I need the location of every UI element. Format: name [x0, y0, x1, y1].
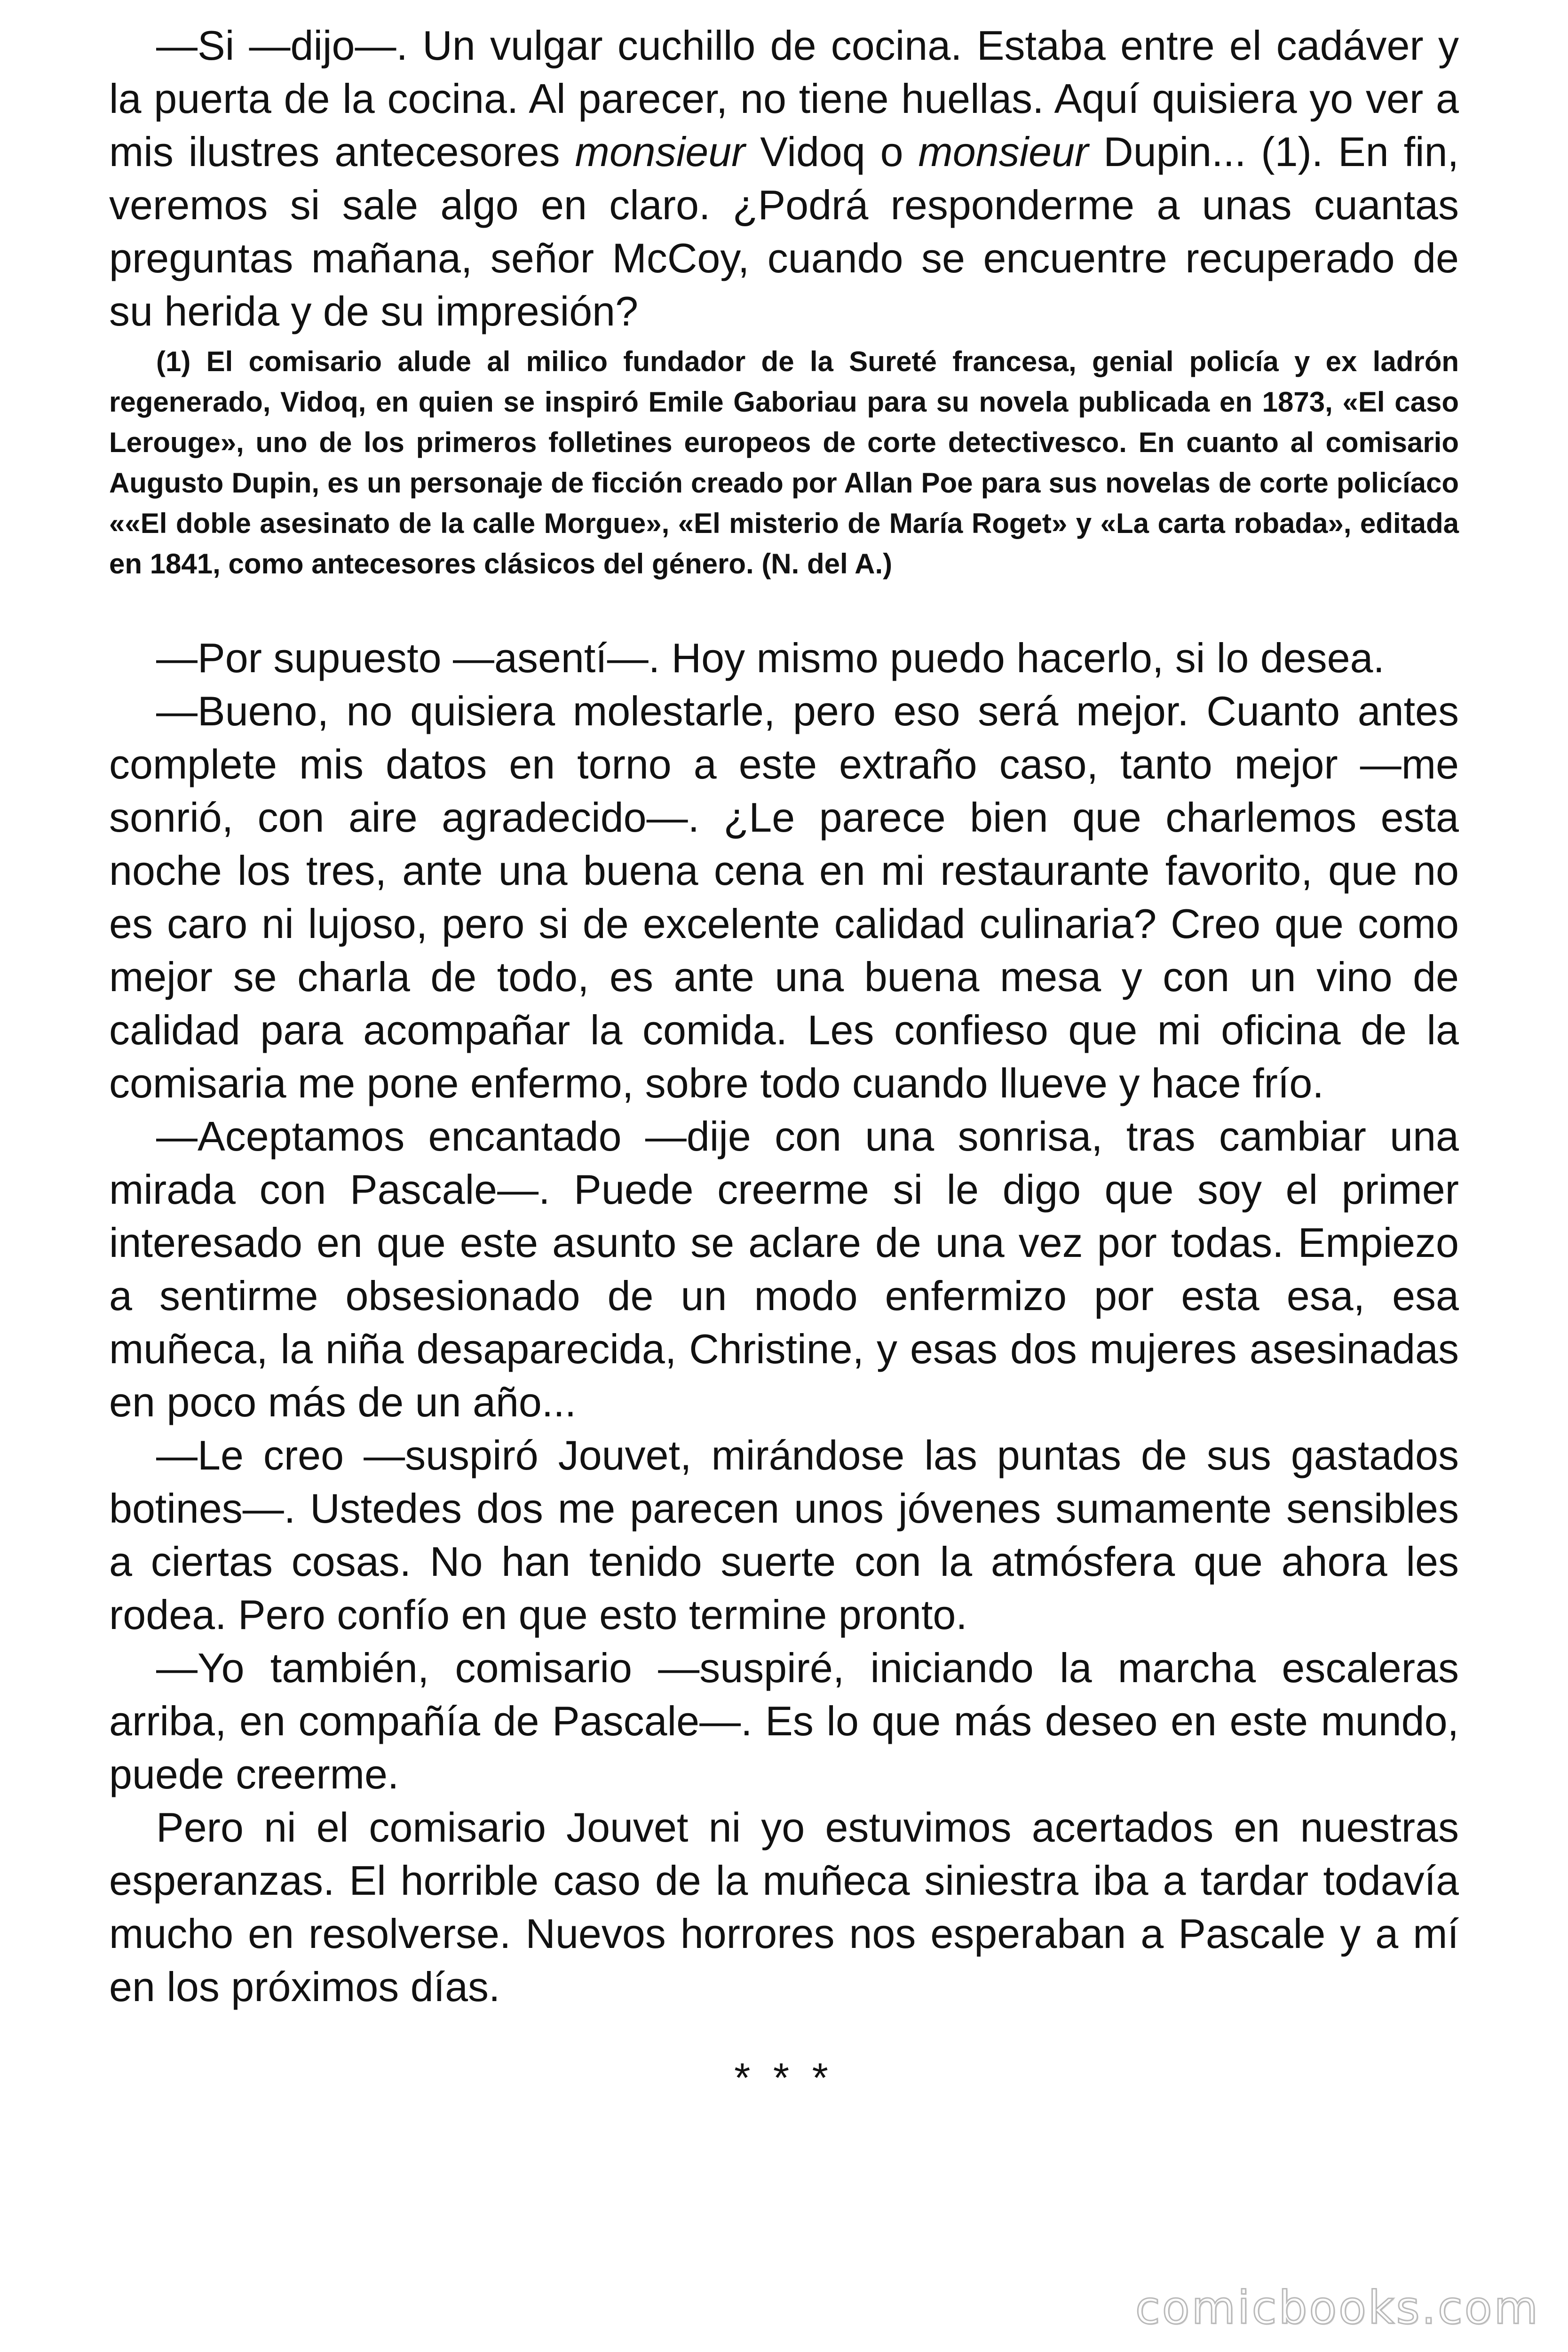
spacer: [109, 584, 1459, 631]
text-segment: Dupin... (1). En fin, veremos si sale algo en claro. ¿Podrá responderme a unas cuantas preguntas mañana, señor McCoy, cuando se encuentre recuperado de su herida y de su impresión?: [109, 128, 1459, 334]
paragraph-7: Pero ni el comisario Jouvet ni yo estuvimos acertados en nuestras esperanzas. El horrible caso de la muñeca siniestra iba a tardar todavía mucho en resolverse. Nuevos horrores nos esperaban a Pascale y a mí en los próximos días.: [109, 1804, 1459, 2010]
footnote: (1) El comisario alude al milico fundador de la Sureté francesa, genial policía y ex ladrón regenerado, Vidoq, en quien se inspiró Emile Gaboriau para su novela publicada en 1873, «El caso Lerouge», uno de los primeros folletines europeos de corte detectivesco. En cuanto al comisario Augusto Dupin, es un personaje de ficción creado por Allan Poe para sus novelas de corte policíaco ««El doble asesinato de la calle Morgue», «El misterio de María Roget» y «La carta robada», editada en 1841, como antecesores clásicos del género. (N. del A.): [109, 346, 1459, 580]
paragraph-4: —Aceptamos encantado —dije con una sonrisa, tras cambiar una mirada con Pascale—. Puede creerme si le digo que soy el primer interesado en que este asunto se aclare de una vez por todas. Empiezo a sentirme obsesionado de un modo enfermizo por esta esa, esa muñeca, la niña desaparecida, Christine, y esas dos mujeres asesinadas en poco más de un año...: [109, 1113, 1459, 1425]
italic-text: monsieur: [575, 128, 745, 175]
page-content: [109, 19, 1459, 2104]
paragraph-5: —Le creo —suspiró Jouvet, mirándose las puntas de sus gastados botines—. Ustedes dos me parecen unos jóvenes sumamente sensibles a ciertas cosas. No han tenido suerte con la atmósfera que ahora les rodea. Pero confío en que esto termine pronto.: [109, 1432, 1459, 1638]
italic-text: monsieur: [918, 128, 1089, 175]
paragraph-1: [109, 19, 1459, 338]
section-break: * * *: [734, 2054, 834, 2101]
paragraph-2: —Por supuesto —asentí—. Hoy mismo puedo hacerlo, si lo desea.: [156, 635, 1385, 681]
text-segment: Vidoq o: [745, 128, 919, 175]
paragraph-6: —Yo también, comisario —suspiré, iniciando la marcha escaleras arriba, en compañía de Pascale—. Es lo que más deseo en este mundo, puede creerme.: [109, 1645, 1459, 1797]
watermark-logo: comicbooks.com: [1135, 2281, 1540, 2334]
text-segment: —Si —dijo—. Un vulgar cuchillo de cocina. Estaba entre el cadáver y la puerta de la cocina. Al parecer, no tiene huellas. Aquí quisiera yo ver a mis ilustres antecesores: [109, 22, 1459, 175]
paragraph-3: —Bueno, no quisiera molestarle, pero eso será mejor. Cuanto antes complete mis datos en torno a este extraño caso, tanto mejor —me sonrió, con aire agradecido—. ¿Le parece bien que charlemos esta noche los tres, ante una buena cena en mi restaurante favorito, que no es caro ni lujoso, pero si de excelente calidad culinaria? Creo que como mejor se charla de todo, es ante una buena mesa y con un vino de calidad para acompañar la comida. Les confieso que mi oficina de la comisaria me pone enfermo, sobre todo cuando llueve y hace frío.: [109, 688, 1459, 1106]
